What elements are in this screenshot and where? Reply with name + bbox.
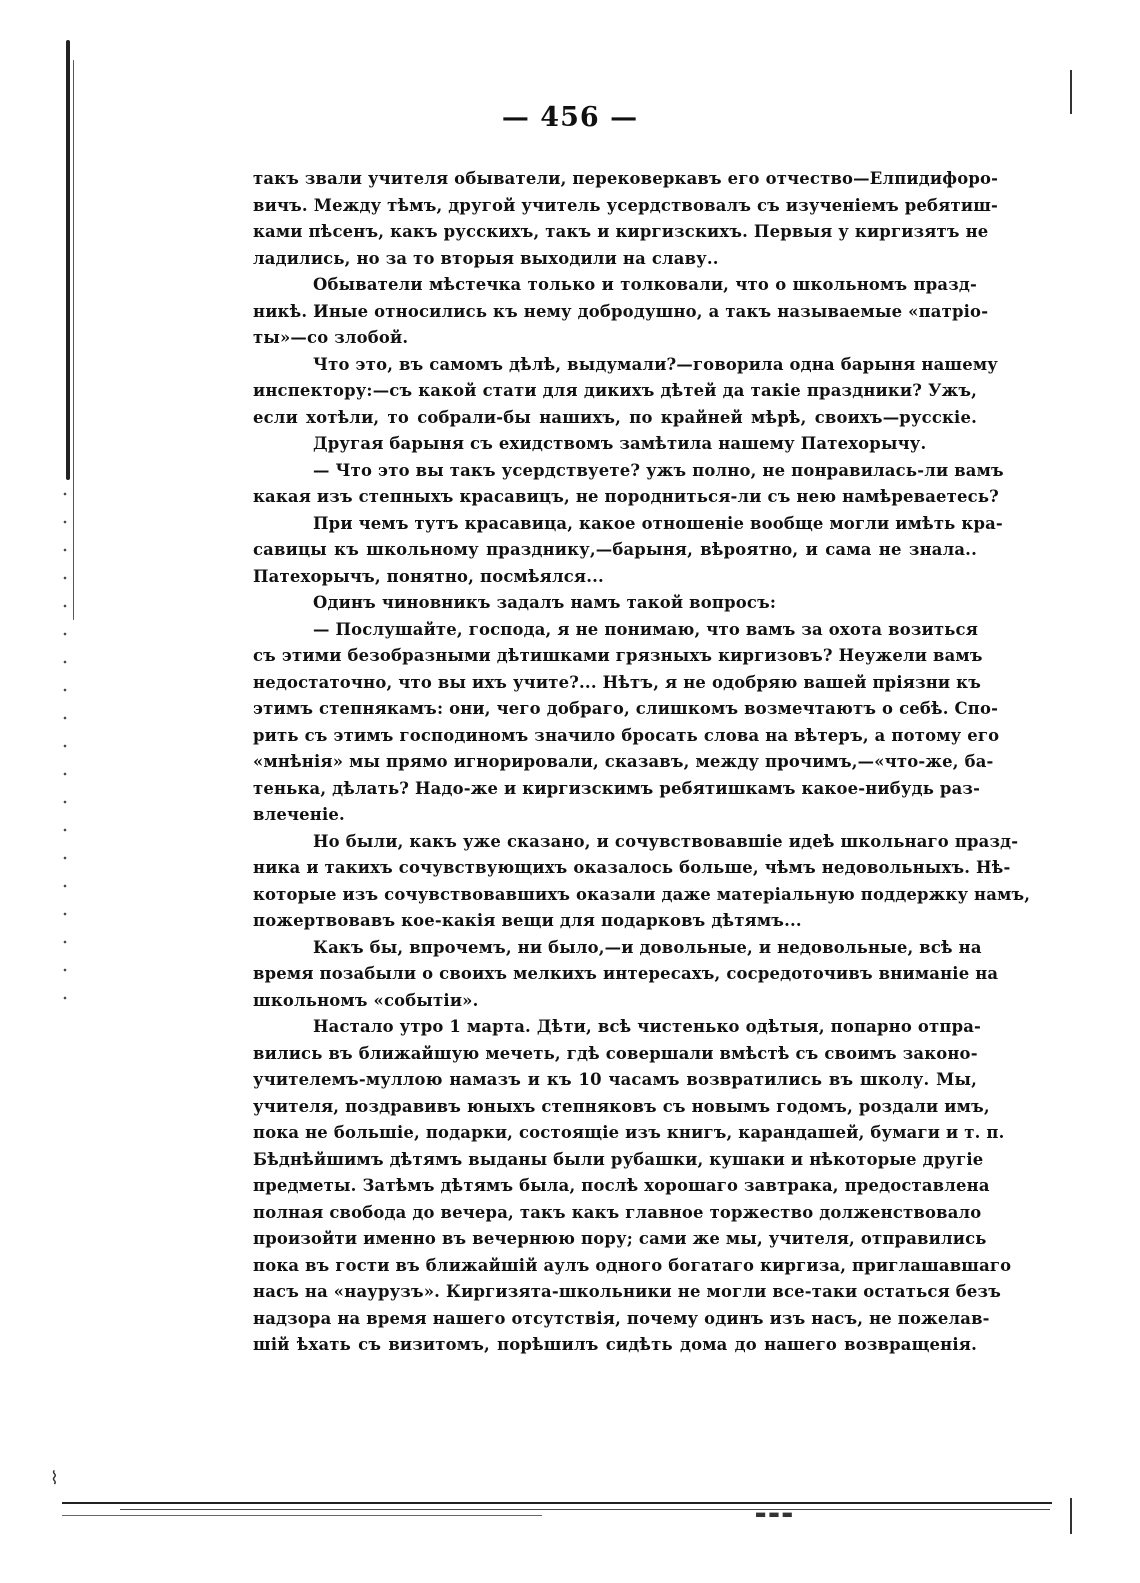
text-body bbox=[253, 166, 1031, 1359]
text-line: произойти именно въ вечернюю пору; сами же мы, учителя, отправились bbox=[253, 1229, 987, 1248]
text-line: никѣ. Иные относились къ нему добродушно, а такъ называемые «патріо- bbox=[253, 301, 989, 321]
text-line: шій ѣхать съ визитомъ, порѣшилъ сидѣть дома до нашего возвращенія. bbox=[253, 1335, 977, 1354]
text-line: Обыватели мѣстечка только и толковали, что о школьномъ празд- bbox=[313, 275, 977, 294]
text-line: ника и такихъ сочувствующихъ оказалось больше, чѣмъ недовольныхъ. Нѣ- bbox=[253, 858, 1011, 877]
text-line: тенька, дѣлать? Надо-же и киргизскимъ ребятишкамъ какое-нибудь раз- bbox=[253, 778, 981, 798]
text-line: пожертвовавъ кое-какія вещи для подарковъ дѣтямъ... bbox=[253, 911, 802, 930]
text-line: предметы. Затѣмъ дѣтямъ была, послѣ хорошаго завтрака, предоставлена bbox=[253, 1176, 990, 1195]
text-line: такъ звали учителя обыватели, перековеркавъ его отчество—Елпидифоро- bbox=[253, 169, 999, 188]
text-line: рить съ этимъ господиномъ значило бросать слова на вѣтеръ, а потому его bbox=[253, 725, 1000, 745]
text-line: вичъ. Между тѣмъ, другой учитель усердствовалъ съ изученіемъ ребятиш- bbox=[253, 195, 999, 215]
text-line: Бѣднѣйшимъ дѣтямъ выданы были рубашки, кушаки и нѣкоторые другіе bbox=[253, 1149, 984, 1169]
text-line: Патехорычъ, понятно, посмѣялся... bbox=[253, 566, 604, 586]
text-line: савицы къ школьному празднику,—барыня, вѣроятно, и сама не знала.. bbox=[253, 540, 977, 559]
text-line: полная свобода до вечера, такъ какъ главное торжество долженствовало bbox=[253, 1202, 982, 1222]
bottom-rule-secondary bbox=[120, 1509, 1050, 1510]
binding-edge-dots bbox=[62, 480, 68, 1000]
text-line: если хотѣли, то собрали-бы нашихъ, по крайней мѣрѣ, своихъ—русскіе. bbox=[253, 407, 977, 427]
text-line: этимъ степнякамъ: они, чего добраго, слишкомъ возмечтаютъ о себѣ. Спо- bbox=[253, 699, 999, 718]
text-line: При чемъ тутъ красавица, какое отношеніе вообще могли имѣть кра- bbox=[313, 513, 1003, 533]
binding-edge-thin-line bbox=[73, 60, 74, 620]
text-line: съ этими безобразными дѣтишками грязныхъ киргизовъ? Неужели вамъ bbox=[253, 646, 983, 665]
text-line: какая изъ степныхъ красавицъ, не породниться-ли съ нею намѣреваетесь? bbox=[253, 487, 999, 506]
text-line: учителя, поздравивъ юныхъ степняковъ съ новымъ годомъ, роздали имъ, bbox=[253, 1096, 990, 1116]
bottom-rule-tertiary bbox=[62, 1515, 542, 1516]
text-line: пока въ гости въ ближайшій аулъ одного богатаго киргиза, приглашавшаго bbox=[253, 1255, 1012, 1275]
text-line: пока не большіе, подарки, состоящіе изъ книгъ, карандашей, бумаги и т. п. bbox=[253, 1123, 1005, 1142]
text-line: школьномъ «событіи». bbox=[253, 990, 479, 1010]
text-line: учителемъ-муллою намазъ и къ 10 часамъ возвратились въ школу. Мы, bbox=[253, 1070, 977, 1089]
text-line: ты»—со злобой. bbox=[253, 328, 409, 347]
page-number: — 456 — bbox=[501, 102, 639, 133]
text-line: — Послушайте, господа, я не понимаю, что вамъ за охота возиться bbox=[313, 619, 979, 639]
text-line: Настало утро 1 марта. Дѣти, всѣ чистенько одѣтыя, попарно отпра- bbox=[313, 1017, 982, 1036]
text-line: надзора на время нашего отсутствія, почему одинъ изъ насъ, не пожелав- bbox=[253, 1308, 990, 1328]
text-line: Одинъ чиновникъ задалъ намъ такой вопросъ: bbox=[313, 593, 777, 612]
text-line: инспектору:—съ какой стати для дикихъ дѣтей да такіе праздники? Ужъ, bbox=[253, 381, 977, 400]
text-line: влеченіе. bbox=[253, 805, 345, 824]
text-line: Другая барыня съ ехидствомъ замѣтила нашему Патехорычу. bbox=[313, 434, 927, 453]
text-line: Но были, какъ уже сказано, и сочувствовавшіе идеѣ школьнаго празд- bbox=[313, 831, 1019, 851]
text-line: вились въ ближайшую мечеть, гдѣ совершали вмѣстѣ съ своимъ законо- bbox=[253, 1043, 978, 1063]
text-line: «мнѣнія» мы прямо игнорировали, сказавъ, между прочимъ,—«что-же, ба- bbox=[253, 752, 994, 771]
text-line: — Что это вы такъ усердствуете? ужъ полно, не понравилась-ли вамъ bbox=[313, 460, 1004, 480]
text-line: которые изъ сочувствовавшихъ оказали даже матеріальную поддержку намъ, bbox=[253, 884, 1031, 904]
text-line: Что это, въ самомъ дѣлѣ, выдумали?—говорила одна барыня нашему bbox=[313, 354, 998, 374]
text-line: недостаточно, что вы ихъ учите?... Нѣтъ, я не одобряю вашей пріязни къ bbox=[253, 672, 981, 692]
bottom-left-scan-mark: ⌇ bbox=[50, 1468, 59, 1489]
text-line: насъ на «наурузъ». Киргизята-школьники не могли все-таки остаться безъ bbox=[253, 1282, 1001, 1301]
text-line: время позабыли о своихъ мелкихъ интересахъ, сосредоточивъ вниманіе на bbox=[253, 964, 999, 983]
text-line: ладились, но за то вторыя выходили на славу.. bbox=[253, 248, 719, 268]
text-line: ками пѣсенъ, какъ русскихъ, такъ и киргизскихъ. Первыя у киргизятъ не bbox=[253, 222, 989, 241]
bottom-smudge: ▬▬▬ bbox=[755, 1507, 796, 1521]
right-margin-mark-bottom bbox=[1070, 1498, 1072, 1534]
text-line: Какъ бы, впрочемъ, ни было,—и довольные, и недовольные, всѣ на bbox=[313, 937, 982, 957]
bottom-rule bbox=[62, 1502, 1052, 1504]
